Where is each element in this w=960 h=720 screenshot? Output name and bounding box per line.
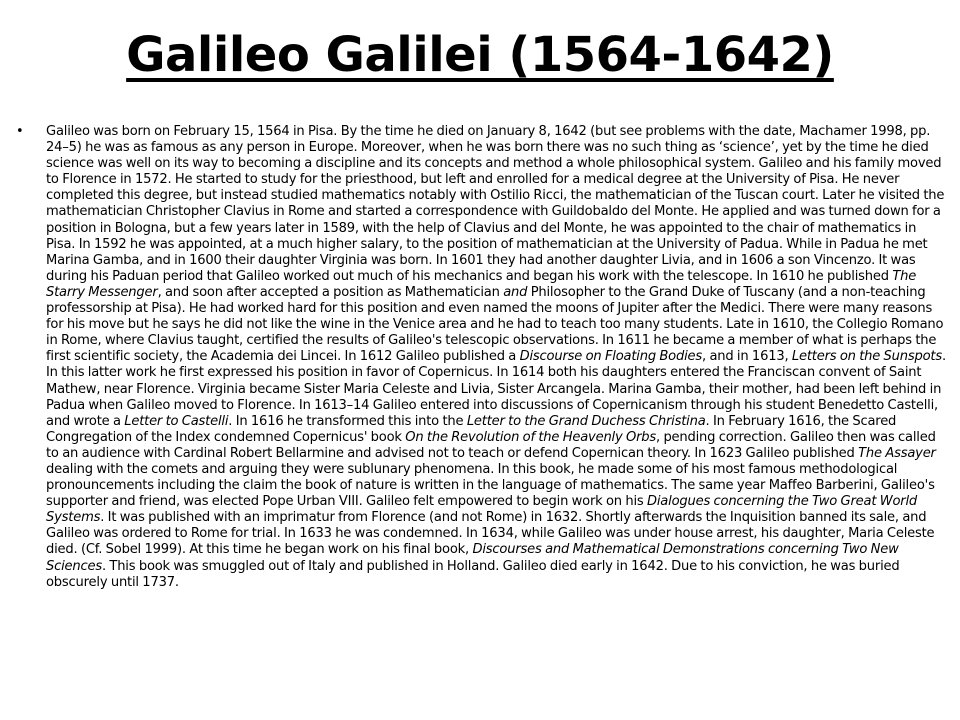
paragraph-segment: . In 1616 he transformed this into the [228,413,467,429]
bullet-paragraph [46,124,946,590]
paragraph-segment: . It was published with an imprimatur from Florence (and not Rome) in 1632. Shortly afterwards the Inquisition banned its sale, and Galileo was ordered to Rome for trial. In 1633 he was condemned. In 1634, while Galileo was under house arrest, his daughter, Maria Celeste died. (Cf. Sobel 1999). At this time he began work on his final book, [46,510,935,558]
paragraph-segment: . In this latter work he first expressed his position in favor of Copernicus. In 1614 both his daughters entered the Franciscan convent of Saint Mathew, near Florence. Virginia became Sister Maria Celeste and Livia, Sister Arcangela. Marina Gamba, their mother, had been left behind in Padua when Galileo moved to Florence. In 1613–14 Galileo entered into discussions of Copernicanism through his student Benedetto Castelli, and wrote a [46,349,946,429]
paragraph-segment: dealing with the comets and arguing they were sublunary phenomena. In this book, he made some of his most famous methodological pronouncements including the claim the book of nature is written in the language of mathematics. The same year Maffeo Barberini, Galileo's supporter and friend, was elected Pope Urban VIII. Galileo felt empowered to begin work on his [46,461,935,510]
slide-title-text: Galileo Galilei (1564-1642) [126,27,834,83]
emphasis-and: and [503,284,528,300]
book-title-discourses: Discourses and Mathematical Demonstrations concerning Two New Sciences [46,542,899,574]
paragraph-segment: . In February 1616, the Scared Congregation of the Index condemned Copernicus' book [46,413,897,445]
paragraph-segment: . This book was smuggled out of Italy and published in Holland. Galileo died early in 1642. Due to his conviction, he was buried obscurely until 1737. [46,558,900,590]
bullet-item [16,124,948,591]
book-title-floating-bodies: Discourse on Floating Bodies [519,349,703,365]
book-title-assayer: The Assayer [858,445,936,461]
book-title-heavenly-orbs: On the Revolution of the Heavenly Orbs [405,429,657,445]
paragraph-segment: , and soon after accepted a position as Mathematician [157,284,504,300]
bullet-list [16,124,948,591]
paragraph-segment: , pending correction. Galileo then was called to an audience with Cardinal Robert Bellarmine and advised not to teach or defend Copernican theory. In 1623 Galileo published [46,429,936,461]
slide-title [0,28,960,83]
paragraph-segment: Philosopher to the Grand Duke of Tuscany (and a non-teaching professorship at Pisa). He had worked hard for this position and even named the moons of Jupiter after the Medici. There were many reasons for his move but he says he did not like the wine in the Venice area and he had to teach too many students. Late in 1610, the Collegio Romano in Rome, where Clavius taught, certified the results of Galileo's telescopic observations. In 1611 he became a member of what is perhaps the first scientific society, the Academia dei Lincei. In 1612 Galileo published a [46,284,944,365]
book-title-dialogues: Dialogues concerning the Two Great World Systems [46,494,918,526]
book-title-starry-messenger: The Starry Messenger [46,268,917,300]
book-title-grand-duchess: Letter to the Grand Duchess Christina [466,413,706,429]
paragraph-segment: , and in 1613, [702,349,792,365]
book-title-letter-castelli: Letter to Castelli [124,413,229,429]
bullet-marker: • [16,124,24,139]
paragraph-segment: Galileo was born on February 15, 1564 in Pisa. By the time he died on January 8, 1642 (but see problems with the date, Machamer 1998, pp. 24–5) he was as famous as any person in Europe. Moreover, when he was born there was no such thing as ‘science’, yet by the time he died science was well on its way to becoming a discipline and its concepts and method a whole philosophical system. Galileo and his family moved to Florence in 1572. He started to study for the priesthood, but left and enrolled for a medical degree at the University of Pisa. He never completed this degree, but instead studied mathematics notably with Ostilio Ricci, the mathematician of the Tuscan court. Later he visited the mathematician Christopher Clavius in Rome and started a correspondence with Guildobaldo del Monte. He applied and was turned down for a position in Bologna, but a few years later in 1589, with the help of Clavius and del Monte, he was appointed to the chair of mathematics in Pisa. In 1592 he was appointed, at a much higher salary, to the position of mathematician at the University of Padua. While in Padua he met Marina Gamba, and in 1600 their daughter Virginia was born. In 1601 they had another daughter Livia, and in 1606 a son Vincenzo. It was during his Paduan period that Galileo worked out much of his mechanics and began his work with the telescope. In 1610 he published [46,124,945,284]
book-title-sunspots: Letters on the Sunspots [791,349,942,365]
